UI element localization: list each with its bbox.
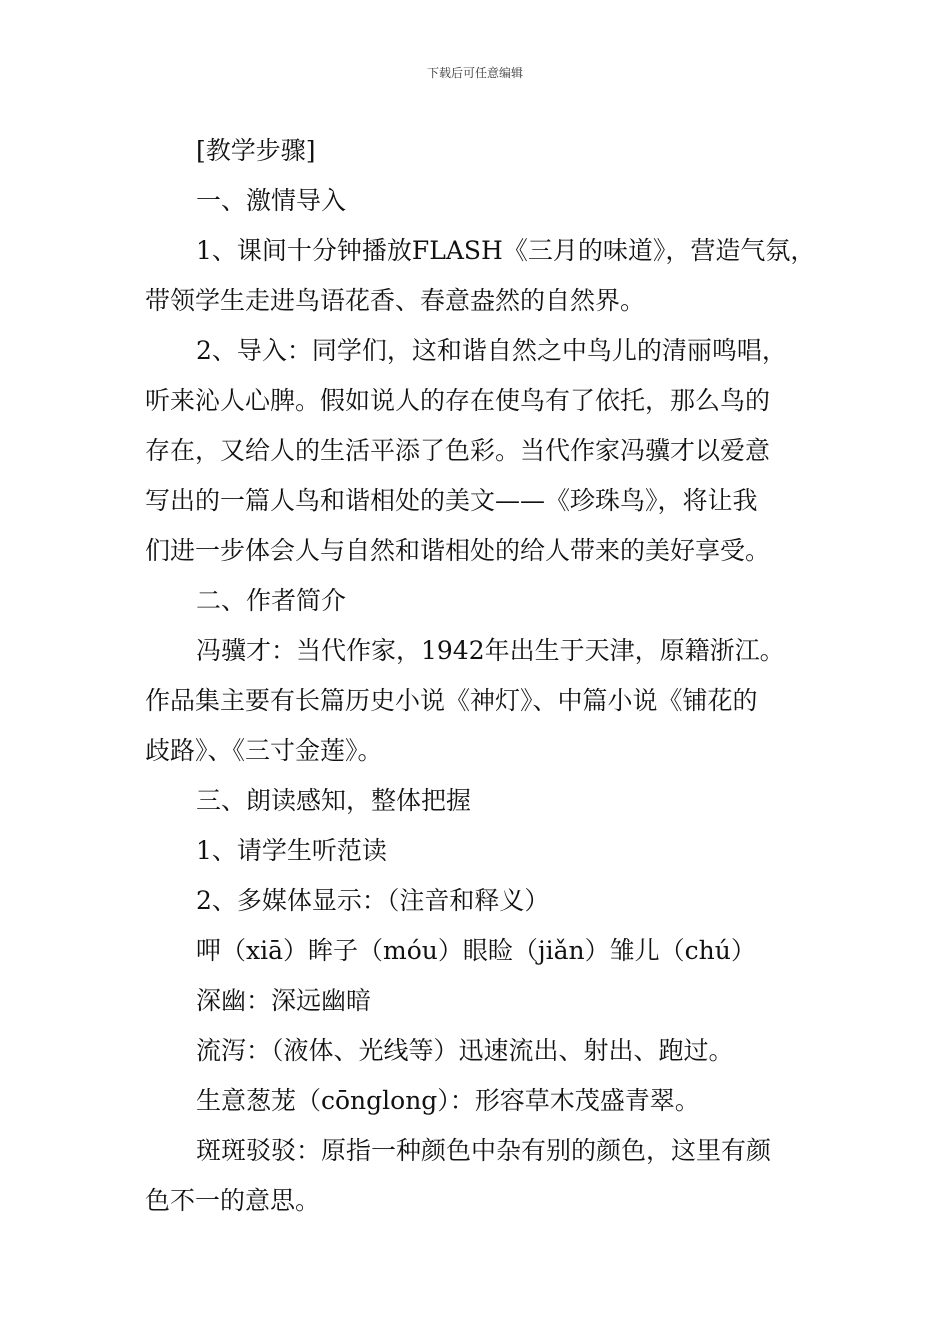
document-body [145,126,835,1226]
paragraph-line: 2、导入：同学们，这和谐自然之中鸟儿的清丽鸣唱， [196,336,787,365]
paragraph-line: 存在，又给人的生活平添了色彩。当代作家冯骥才以爱意 [145,436,771,465]
paragraph-line: 2、多媒体显示：（注音和释义） [196,886,550,915]
paragraph-line: 冯骥才：当代作家，1942年出生于天津，原籍浙江。 [196,636,785,665]
paragraph-line: 深幽：深远幽暗 [196,986,372,1015]
paragraph-line: 写出的一篇人鸟和谐相处的美文——《珍珠鸟》，将让我 [145,486,758,515]
paragraph-line: 歧路》、《三寸金莲》。 [145,736,383,765]
paragraph-line: 听来沁人心脾。假如说人的存在使鸟有了依托，那么鸟的 [145,386,771,415]
paragraph-line: 生意葱茏（cōnglong）：形容草木茂盛青翠。 [196,1086,700,1115]
paragraph-line: 作品集主要有长篇历史小说《神灯》、中篇小说《铺花的 [145,686,758,715]
paragraph-line: 三、朗读感知，整体把握 [196,786,472,815]
paragraph-line: 流泻：（液体、光线等）迅速流出、射出、跑过。 [196,1036,734,1065]
paragraph-line: 1、课间十分钟播放FLASH《三月的味道》，营造气氛， [196,236,816,265]
paragraph-line: 呷（xiā）眸子（móu）眼睑（jiǎn）雏儿（chú） [196,936,756,965]
paragraph-line: 带领学生走进鸟语花香、春意盎然的自然界。 [145,286,646,315]
paragraph-line: 色不一的意思。 [145,1186,321,1215]
paragraph-line: 们进一步体会人与自然和谐相处的给人带来的美好享受。 [145,536,771,565]
paragraph-line: 1、请学生听范读 [196,836,387,865]
page-header-note: 下载后可任意编辑 [426,66,523,80]
paragraph-line: 斑斑驳驳：原指一种颜色中杂有别的颜色，这里有颜 [196,1136,772,1165]
paragraph-line: 一、激情导入 [196,186,347,215]
paragraph-line: [教学步骤] [196,136,316,165]
paragraph-line: 二、作者简介 [196,586,347,615]
